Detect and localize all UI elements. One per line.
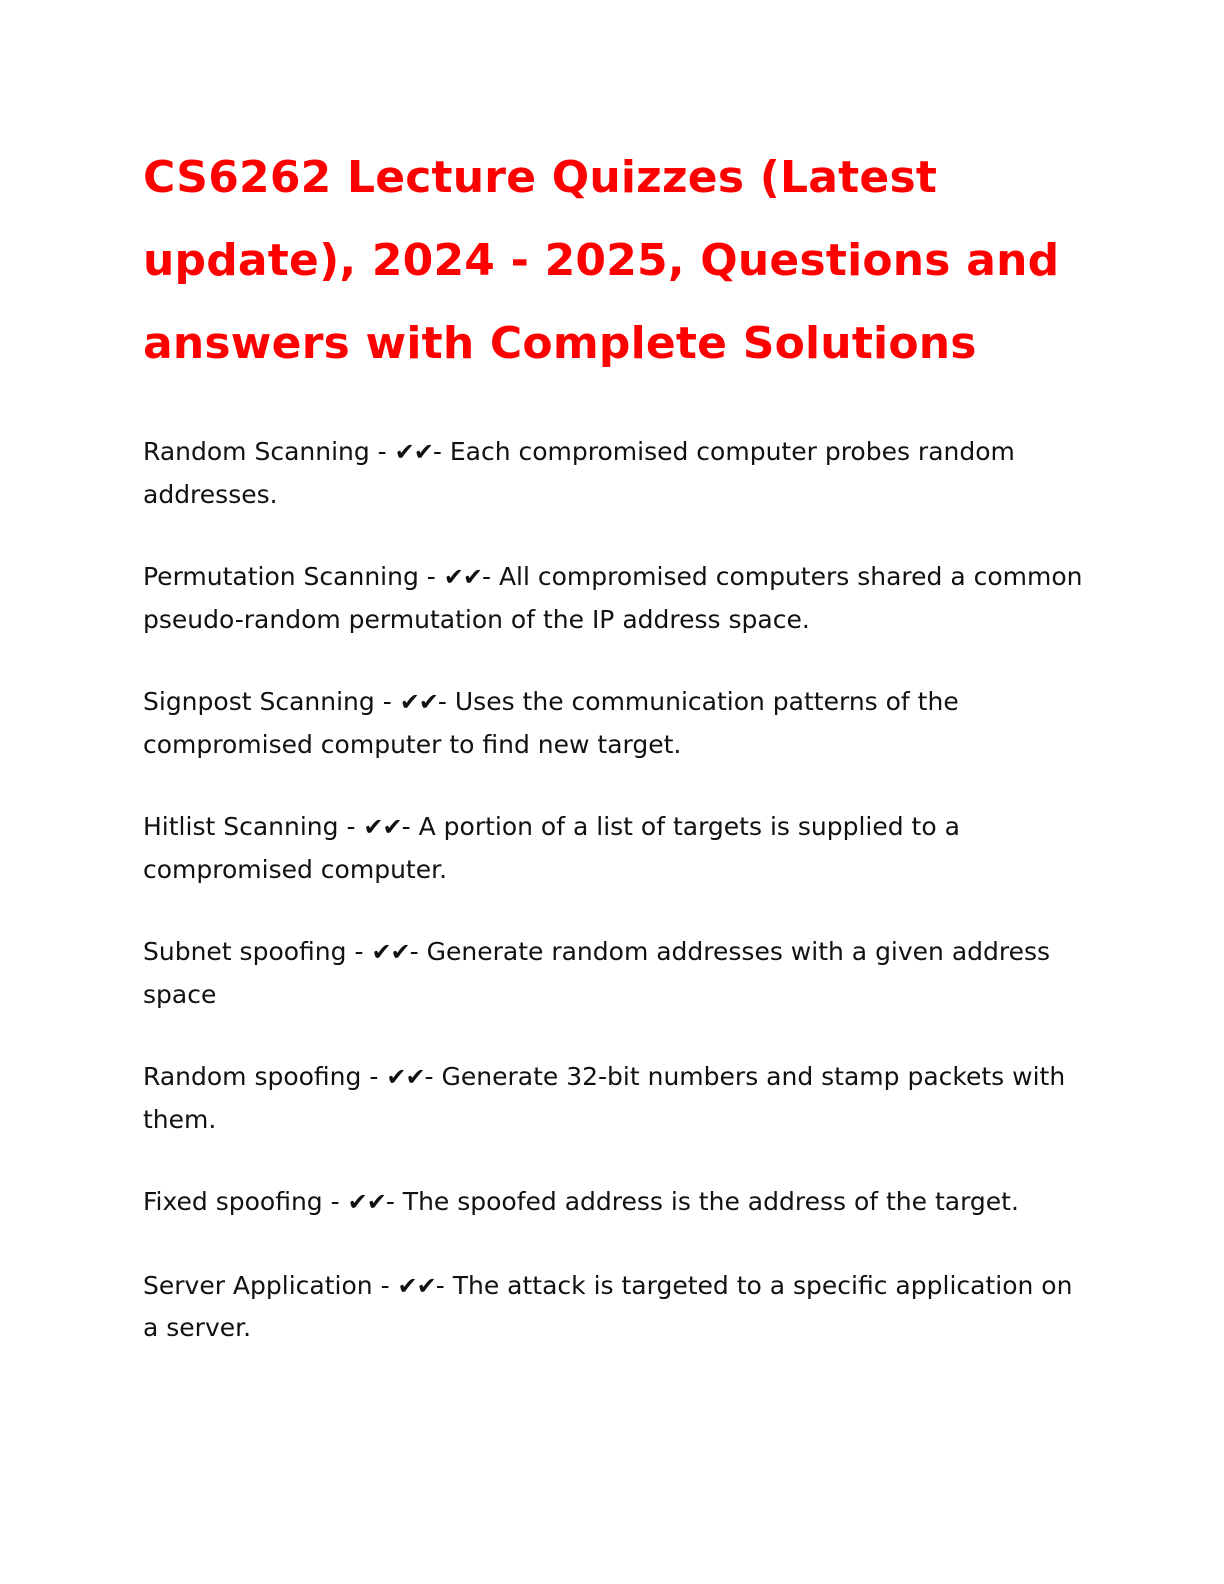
- check-mark-icon: ✔✔: [397, 1271, 436, 1300]
- check-mark-icon: ✔✔: [371, 938, 410, 966]
- flashcard-entry: [143, 1265, 1083, 1349]
- separator-prefix: -: [338, 812, 364, 841]
- entry-term: Permutation Scanning: [143, 562, 419, 591]
- entry-definition: The attack is targeted to a specific application on a server.: [143, 1270, 1073, 1342]
- separator-suffix: -: [432, 437, 450, 466]
- separator-suffix: -: [481, 562, 499, 591]
- separator-suffix: -: [385, 1187, 403, 1216]
- check-mark-icon: ✔✔: [399, 688, 438, 716]
- separator-prefix: -: [418, 562, 444, 591]
- entry-term: Signpost Scanning: [143, 687, 375, 716]
- entry-term: Server Application: [143, 1270, 373, 1300]
- check-mark-icon: ✔✔: [443, 563, 482, 591]
- entry-definition: Generate 32-bit numbers and stamp packets with them.: [143, 1062, 1066, 1134]
- flashcard-entry: [143, 681, 1083, 765]
- document-title: CS6262 Lecture Quizzes (Latest update), 2024 - 2025, Questions and answers with Complete Solutions: [143, 152, 1060, 369]
- flashcard-entry: [143, 556, 1083, 640]
- entry-term: Fixed spoofing: [143, 1187, 323, 1216]
- entry-term: Random Scanning: [143, 437, 370, 466]
- entry-definition: Each compromised computer probes random addresses.: [143, 437, 1015, 509]
- entry-definition: The spoofed address is the address of the target.: [402, 1187, 1019, 1216]
- separator-suffix: -: [424, 1062, 442, 1091]
- flashcard-list: [143, 431, 1083, 1390]
- flashcard-entry: [143, 1056, 1083, 1140]
- entry-definition: Uses the communication patterns of the compromised computer to find new target.: [143, 687, 959, 759]
- separator-suffix: -: [437, 687, 455, 716]
- entry-term: Random spoofing: [143, 1062, 362, 1091]
- entry-definition: A portion of a list of targets is supplied to a compromised computer.: [143, 812, 960, 884]
- separator-prefix: -: [369, 437, 395, 466]
- check-mark-icon: ✔✔: [386, 1063, 425, 1091]
- check-mark-icon: ✔✔: [363, 813, 402, 841]
- separator-suffix: -: [435, 1270, 453, 1300]
- separator-prefix: -: [374, 687, 400, 716]
- separator-prefix: -: [322, 1187, 348, 1216]
- check-mark-icon: ✔✔: [347, 1188, 386, 1216]
- flashcard-entry: [143, 931, 1083, 1015]
- entry-definition: All compromised computers shared a common pseudo-random permutation of the IP address space.: [143, 562, 1083, 634]
- separator-suffix: -: [409, 937, 427, 966]
- flashcard-entry: [143, 1181, 1083, 1224]
- separator-prefix: -: [346, 937, 372, 966]
- separator-prefix: -: [361, 1062, 387, 1091]
- flashcard-entry: [143, 806, 1083, 890]
- check-mark-icon: ✔✔: [394, 438, 433, 466]
- entry-term: Subnet spoofing: [143, 937, 347, 966]
- separator-suffix: -: [401, 812, 419, 841]
- entry-definition: Generate random addresses with a given address space: [143, 937, 1051, 1009]
- separator-prefix: -: [372, 1270, 398, 1300]
- flashcard-entry: [143, 431, 1083, 515]
- entry-term: Hitlist Scanning: [143, 812, 339, 841]
